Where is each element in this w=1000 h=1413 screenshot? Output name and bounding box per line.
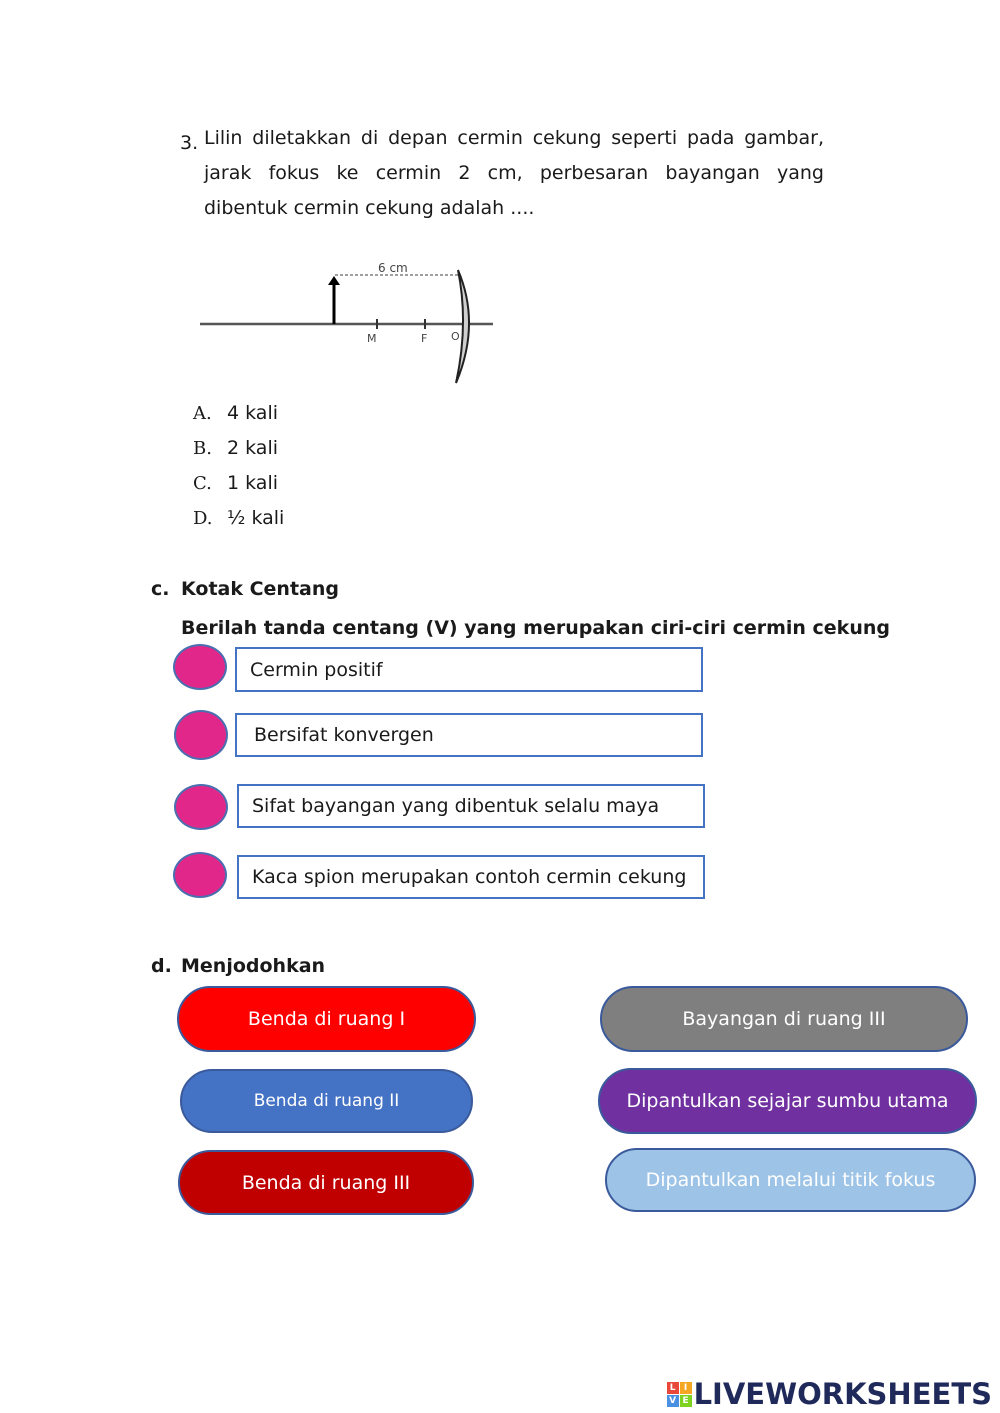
logo-text: LIVEWORKSHEETS xyxy=(693,1377,992,1411)
checkbox-circle-4[interactable] xyxy=(173,852,227,898)
option-letter: B. xyxy=(193,437,212,459)
liveworksheets-logo xyxy=(667,1377,992,1411)
logo-mark-i: I xyxy=(680,1382,692,1394)
check-item-4: Kaca spion merupakan contoh cermin cekung xyxy=(237,855,705,899)
concave-mirror-diagram xyxy=(195,258,505,388)
option-text: 2 kali xyxy=(227,437,278,459)
option-letter: D. xyxy=(193,507,213,529)
option-a xyxy=(193,398,278,428)
section-c-instruction: Berilah tanda centang (V) yang merupakan ciri-ciri cermin cekung xyxy=(181,617,890,639)
check-item-2: Bersifat konvergen xyxy=(235,713,703,757)
label-f: F xyxy=(421,332,428,345)
section-d-letter: d. xyxy=(151,955,172,977)
check-item-3: Sifat bayangan yang dibentuk selalu maya xyxy=(237,784,705,828)
logo-mark-l: L xyxy=(667,1382,679,1394)
logo-mark-v: V xyxy=(667,1395,679,1407)
match-right-2[interactable]: Dipantulkan sejajar sumbu utama xyxy=(598,1068,977,1134)
option-c xyxy=(193,468,278,498)
option-text: ½ kali xyxy=(227,507,285,529)
match-left-1[interactable]: Benda di ruang I xyxy=(177,986,476,1052)
logo-mark-icon xyxy=(667,1382,692,1407)
section-c-letter: c. xyxy=(151,578,170,600)
match-left-2[interactable]: Benda di ruang II xyxy=(180,1069,473,1133)
checkbox-circle-1[interactable] xyxy=(173,644,227,690)
option-b xyxy=(193,433,278,463)
label-m: M xyxy=(367,332,377,345)
label-o: O xyxy=(451,330,460,343)
match-right-3[interactable]: Dipantulkan melalui titik fokus xyxy=(605,1148,976,1212)
checkbox-circle-3[interactable] xyxy=(174,784,228,830)
option-text: 1 kali xyxy=(227,472,278,494)
distance-label: 6 cm xyxy=(378,261,408,275)
option-text: 4 kali xyxy=(227,402,278,424)
checkbox-circle-2[interactable] xyxy=(174,710,228,760)
question-text: Lilin diletakkan di depan cermin cekung seperti pada gambar, jarak fokus ke cermin 2 cm, perbesaran bayangan yang dibentuk cermin cekung adalah .... xyxy=(204,127,824,219)
logo-mark-e: E xyxy=(680,1395,692,1407)
section-c-title: Kotak Centang xyxy=(181,578,339,600)
match-right-1[interactable]: Bayangan di ruang III xyxy=(600,986,968,1052)
question-number: 3. xyxy=(180,132,199,154)
concave-mirror xyxy=(456,270,469,383)
option-letter: A. xyxy=(193,402,212,424)
object-arrow-head xyxy=(328,276,340,285)
match-left-3[interactable]: Benda di ruang III xyxy=(178,1150,474,1215)
check-item-1: Cermin positif xyxy=(235,647,703,692)
option-d xyxy=(193,503,284,533)
option-letter: C. xyxy=(193,472,212,494)
section-d-title: Menjodohkan xyxy=(181,955,326,977)
